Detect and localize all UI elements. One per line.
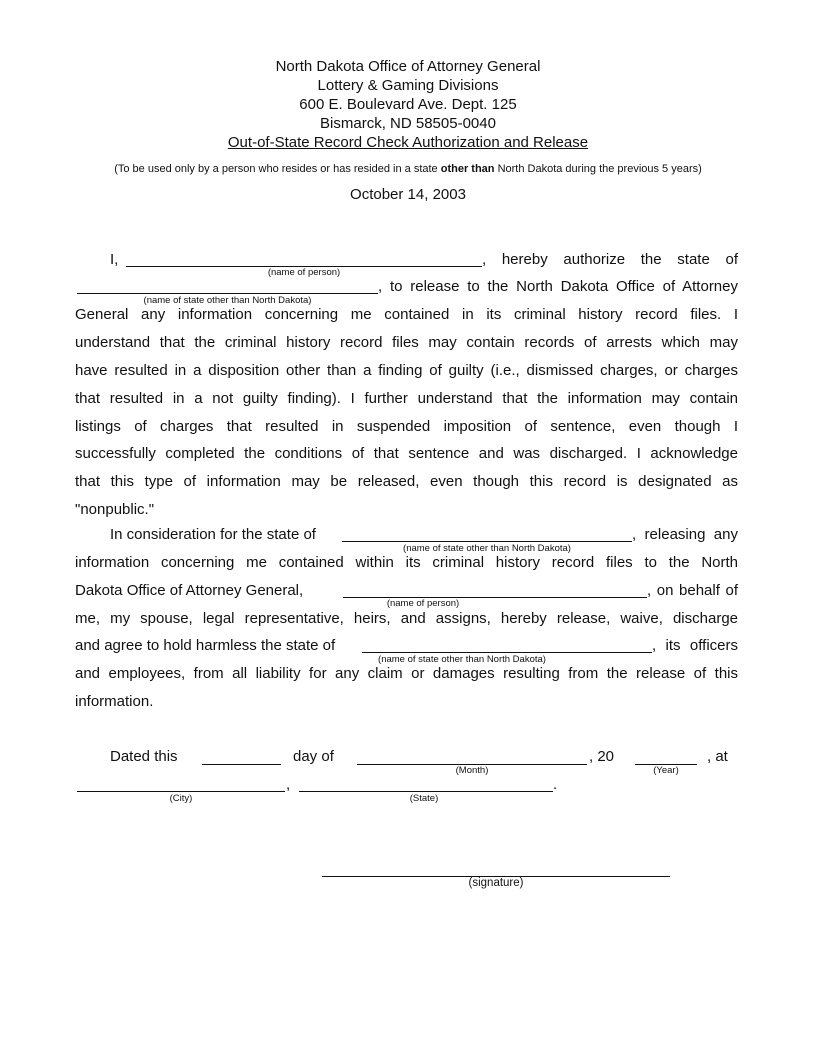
para2-line7: information. — [75, 693, 154, 710]
para2-line4: me, my spouse, legal representative, heirs, and assigns, hereby release, waive, discharge — [75, 610, 738, 627]
para1-line9: that this type of information may be released, even though this record is designated as — [75, 473, 738, 490]
city-address: Bismarck, ND 58505-0040 — [320, 115, 496, 132]
usage-note-bold: other than — [440, 163, 495, 175]
street-address: 600 E. Boulevard Ave. Dept. 125 — [299, 96, 517, 113]
para1-line3: General any information concerning me contained in its criminal history record files. I — [75, 306, 738, 323]
para1-line8: successfully completed the conditions of that sentence and was discharged. I acknowledge — [75, 445, 738, 462]
para1-line5: have resulted in a disposition other than a finding of guilty (i.e., dismissed charges, or charges — [75, 362, 738, 379]
caption-state-2: (name of state other than North Dakota) — [403, 543, 571, 554]
usage-note-post: North Dakota during the previous 5 years) — [494, 163, 702, 175]
text-release-to: , to release to the North Dakota Office of Attorney — [378, 278, 738, 295]
state-field[interactable] — [299, 791, 553, 792]
caption-state-short: (State) — [409, 793, 439, 804]
para1-line7: listings of charges that resulted in suspended imposition of sentence, even though I — [75, 418, 738, 435]
caption-month: (Month) — [455, 765, 489, 776]
para2-line5-a: and agree to hold harmless the state of — [75, 637, 336, 654]
state-name-field-1[interactable] — [77, 293, 378, 294]
para2-line6: and employees, from all liability for any claim or damages resulting from the release of this — [75, 665, 738, 682]
text-i: I, — [110, 251, 119, 268]
document-date: October 14, 2003 — [350, 186, 466, 203]
city-comma: , — [286, 776, 291, 793]
caption-city: (City) — [169, 793, 193, 804]
usage-note-pre: (To be used only by a person who resides or has resided in a state — [114, 163, 441, 175]
state-name-field-2[interactable] — [342, 541, 632, 542]
usage-note — [0, 163, 816, 175]
caption-state-1: (name of state other than North Dakota) — [143, 295, 312, 306]
para2-line5-b: , its officers — [652, 637, 738, 654]
para1-line4: understand that the criminal history record files may contain records of arrests which may — [75, 334, 738, 351]
state-name-field-3[interactable] — [362, 652, 652, 653]
caption-year: (Year) — [653, 765, 679, 776]
dated-this-text: Dated this — [110, 748, 178, 765]
para1-line6: that resulted in a not guilty finding). I further understand that the information may contain — [75, 390, 738, 407]
day-of-text: day of — [293, 748, 334, 765]
at-text: , at — [707, 748, 728, 765]
year-prefix-text: , 20 — [589, 748, 615, 765]
document-title: Out-of-State Record Check Authorization and Release — [227, 134, 589, 151]
caption-person-2: (name of person) — [386, 598, 460, 609]
para1-line10: "nonpublic." — [75, 501, 155, 518]
caption-person: (name of person) — [267, 267, 341, 278]
caption-signature: (signature) — [468, 877, 524, 889]
para2-line1-b: , releasing any — [632, 526, 738, 543]
city-field[interactable] — [77, 791, 285, 792]
day-field[interactable] — [202, 764, 281, 765]
caption-state-3: (name of state other than North Dakota) — [378, 654, 546, 665]
state-period: . — [553, 776, 558, 793]
para2-line1-a: In consideration for the state of — [110, 526, 316, 543]
division-name: Lottery & Gaming Divisions — [317, 77, 499, 94]
text-authorize: , hereby authorize the state of — [482, 251, 738, 268]
office-name: North Dakota Office of Attorney General — [275, 58, 541, 75]
para2-line3-b: , on behalf of — [647, 582, 738, 599]
para2-line3-a: Dakota Office of Attorney General, — [75, 582, 304, 599]
para2-line2: information concerning me contained within its criminal history record files to the North — [75, 554, 738, 571]
letterhead — [0, 57, 816, 152]
